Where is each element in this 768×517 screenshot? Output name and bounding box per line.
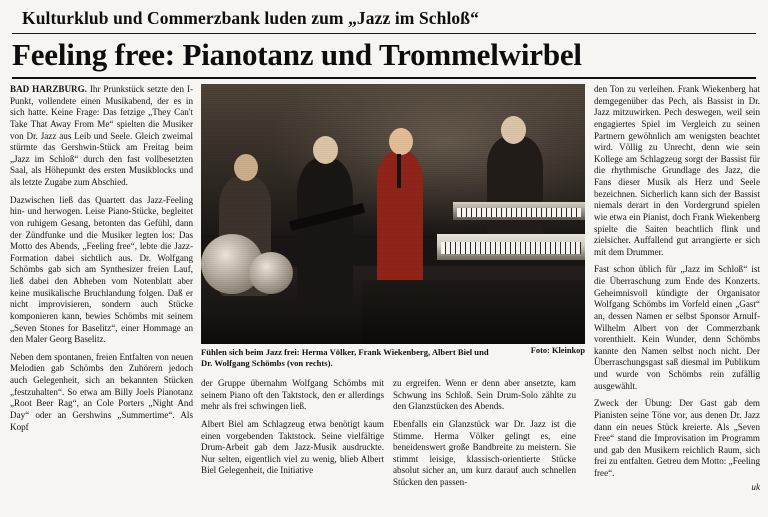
paragraph: Dazwischen ließ das Quartett das Jazz-Feeling hin- und herwogen. Leise Piano-Stücke, begleitet von ruhigem Gesang, betonten das Gefühl, dann der Zündfunke und die Musiker legten los: Das Motto des Abends, „Feeling free“, lebte die Jazz-Formation dabei sichtlich aus. Dr. Wolfgang Schömbs gab sich am Synthesizer freien Lauf, ließ dabei den Abheben vom Notenblatt aber keine musikalische Bruchlandung folgen. Daß er nicht improvisieren, sondern auch Stücke komponieren kann, bewies Schömbs mit seinem „Seven Stones for Baselitz“, einer Hommage an den Maler Georg Baselitz.	[10, 194, 193, 345]
paragraph: Neben dem spontanen, freien Entfalten von neuen Melodien gab Schömbs den Zuhörern jedoch auch Gelegenheit, sich an bekannten Stücken „festzuhalten“. So etwa am Billy Joels Pianotanz „Root Beer Rag“, an Cole Porters „Night And Day“ oder an Gershwins „Summertime“. Als Kopf	[10, 351, 193, 432]
paragraph: Ebenfalls ein Glanzstück war Dr. Jazz ist die Stimme. Herma Völker gelingt es, eine beneidenswert große Bandbreite zu meistern. Sie stimmt leisige, klassisch-orientierte Stücke absolut sicher an, um kurz darauf auch schnellen Stücken den passen-	[393, 418, 576, 487]
kicker-overline: Kulturklub und Commerzbank luden zum „Jazz im Schloß“	[22, 8, 479, 28]
snare-drum	[249, 252, 293, 294]
upper-piano-keys	[457, 208, 581, 217]
paragraph: zu ergreifen. Wenn er denn aber ansetzte, kam Schwung ins Schloß. Sein Drum-Solo zählte zu den Glanzstücken des Abends.	[393, 378, 576, 412]
photo-caption: Fühlen sich beim Jazz frei: Herma Völker, Frank Wiekenberg, Albert Biel und Dr. Wolfgang Schömbs (von rechts).	[201, 347, 489, 368]
photo-credit: Foto: Kleinkop	[530, 346, 585, 355]
article-column-4	[594, 84, 760, 493]
stage-front	[361, 280, 585, 344]
page-headline: Feeling free: Pianotanz und Trommelwirbel	[12, 37, 582, 72]
article-column-2	[201, 378, 384, 489]
piano-keys	[441, 242, 581, 254]
paragraph: Zweck der Übung: Der Gast gab dem Pianisten seine Töne vor, aus denen Dr. Jazz dann ein neues Stück kreierte. Als „Seven Free“ stand die Improvisation im Programm und gab den Musikern reichlich Raum, sich frei zu entfalten. Getreu dem Motto: „Feeling free“.	[594, 398, 760, 478]
article-column-3	[393, 378, 576, 489]
paragraph-text: Ihr Prunkstück setzte den I-Punkt, vollendete einen Musikabend, der es in sich hatte. Keine Frage: Das fetzige „They Can't Take That Away From Me“ spielten die Musiker von Dr. Jazz aus Leib und Seele. Gleich zweimal stürmte das Gershwin-Stück am Freitag beim „Jazz im Schloß“ durch den fast vollbesetzten Saal, als Höhepunkt des ersten Musikblocks und als letzte Zugabe zum Abschied.	[10, 84, 194, 187]
paragraph: der Gruppe übernahm Wolfgang Schömbs mit seinem Piano oft den Taktstock, den er allerdings mehr als frei schwingen ließ.	[201, 378, 384, 412]
photo-block	[201, 84, 585, 368]
bassist-head	[313, 136, 338, 164]
paragraph: Albert Biel am Schlagzeug etwa benötigt kaum einen vorgebenden Taktstock. Seine vielfältige Drum-Arbeit gab dem Jazz-Musik ausdruckte. Nur selten, eigentlich viel zu wenig, blieb Albert Biel Gelegenheit, die Initiative	[201, 418, 384, 476]
paragraph: den Ton zu verleihen. Frank Wiekenberg hat demgegenüber das Pech, als Bassist in Dr. Jazz mitzuwirken. Pech deswegen, weil sein engagiertes Spiel im Vergleich zu seinen Partnern gewöhnlich am wenigsten beachtet wird. Völlig zu Unrecht, denn wie sein Kollege am Schlagzeug sorgt der Bassist für die rhythmische Grundlage des Jazz, die Fans dieser Musik als Herz und Seele bezeichnen. Sicherlich kann sich der Bassist niemals derart in den Vordergrund spielen wie etwa ein Pianist, doch Frank Wiekenberg spielte die Saiten beachtlich flink und zielsicher. Auffallend gut arrangierte er sich mit dem Drummer.	[594, 84, 760, 257]
article-column-1	[10, 84, 193, 433]
dateline: BAD HARZBURG.	[10, 84, 87, 94]
divider-thick	[12, 77, 756, 79]
singer-head	[389, 128, 413, 155]
paragraph	[10, 84, 193, 189]
microphone-stand	[397, 154, 401, 188]
concert-photo	[201, 84, 585, 344]
caption-row	[201, 344, 585, 368]
pianist-head	[501, 116, 526, 144]
article-signoff: uk	[751, 481, 760, 492]
drummer-head	[234, 154, 258, 181]
paragraph: Fast schon üblich für „Jazz im Schloß“ ist die Überraschung zum Ende des Konzerts. Geheimnisvoll kündigte der Organisator Wolfgang Schömbs im Vorfeld einen „Gast“ an, dessen Namen er selbst Sponsor Arnulf-Wilhelm Albert von der Commerzbank vorenthielt. Kein Wunder, denn Schömbs kannte den Namen selbst noch nicht. Der Überraschungsgast saß diesmal im Publikum und wurde von Schömbs rein zufällig ausgewählt.	[594, 264, 760, 391]
musician-bassist	[297, 158, 353, 308]
article-lower-columns	[201, 378, 585, 489]
